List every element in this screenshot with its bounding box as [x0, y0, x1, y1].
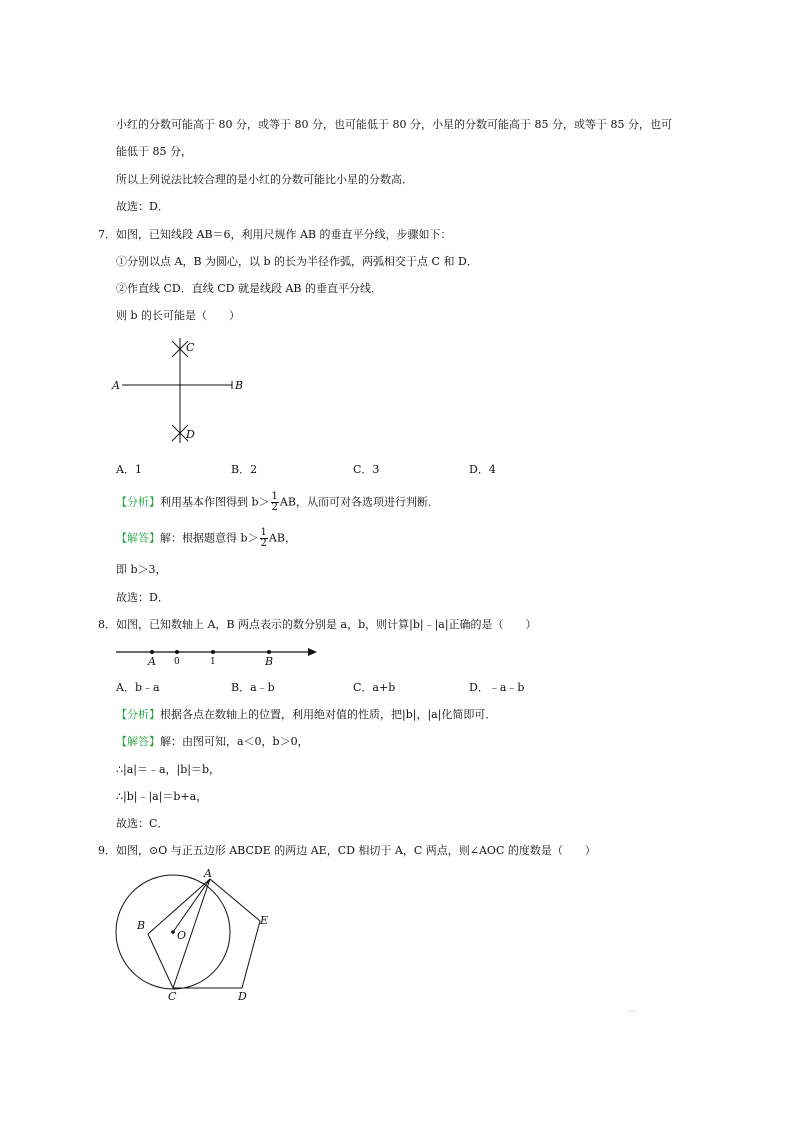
analysis-tag: 【分析】 [116, 708, 160, 721]
q8-solution: 【解答】解：由图可知，a＜0，b＞0， [116, 735, 309, 748]
label-d: D [238, 990, 247, 1003]
point-zero [175, 650, 179, 654]
q7-option-a: A．1 [116, 463, 142, 476]
label-a: A [204, 868, 212, 880]
segment-oa [173, 879, 210, 932]
label-a: A [148, 655, 156, 668]
label-zero: 0 [174, 657, 180, 667]
center-o [171, 930, 175, 934]
label-d: D [186, 428, 195, 441]
q8-option-c: C．a+b [353, 681, 396, 694]
label-c: C [186, 341, 195, 354]
q7-stem: 7．如图，已知线段 AB＝6，利用尺规作 AB 的垂直平分线，步骤如下： [98, 228, 452, 241]
point-one [211, 650, 215, 654]
q8-analysis: 【分析】根据各点在数轴上的位置，利用绝对值的性质，把|b|，|a|化简即可． [116, 708, 497, 721]
q7-ask: 则 b 的长可能是（ ） [116, 309, 241, 322]
q7-analysis: 【分析】利用基本作图得到 b＞ $\frac{1}{2}$ AB，从而可对各选项进行判断． [116, 491, 439, 513]
p6-line1: 小红的分数可能高于 80 分，或等于 80 分，也可能低于 80 分，小星的分数可能高于 85 分，或等于 85 分，也可 [116, 118, 672, 131]
q7-result: 即 b＞3， [116, 563, 167, 576]
q8-stem: 8．如图，已知数轴上 A，B 两点表示的数分别是 a，b，则计算|b|﹣|a|正确的是（ ） [98, 618, 537, 631]
q7-solution: 【解答】解：根据题意得 b＞ $\frac{1}{2}$ AB， [116, 527, 296, 549]
page-footer: … [628, 1005, 636, 1014]
solution-tag: 【解答】 [116, 531, 160, 545]
q8-option-a: A．b﹣a [116, 681, 160, 694]
q8-step2: ∴|b|﹣|a|＝b+a， [116, 790, 208, 803]
q7-step2: ②作直线 CD．直线 CD 就是线段 AB 的垂直平分线． [116, 282, 382, 295]
q9-figure [110, 868, 280, 1008]
p6-answer: 故选：D． [116, 200, 169, 213]
q8-option-d: D．﹣a﹣b [469, 681, 525, 694]
q8-number-line [110, 642, 325, 672]
q8-step1: ∴|a|＝﹣a，|b|＝b， [116, 763, 221, 776]
q7-answer: 故选：D． [116, 591, 169, 604]
analysis-tag: 【分析】 [116, 495, 160, 509]
label-b: B [265, 655, 274, 668]
point-b [267, 650, 271, 654]
q7-figure [110, 335, 260, 450]
label-c: C [168, 990, 177, 1003]
label-b: B [137, 919, 146, 932]
label-a: A [112, 379, 120, 392]
point-a [150, 650, 154, 654]
q8-option-b: B．a﹣b [231, 681, 275, 694]
fraction-half: $\frac{1}{2}$ [260, 527, 267, 549]
p6-line3: 所以上列说法比较合理的是小红的分数可能比小星的分数高． [116, 173, 413, 186]
solution-tag: 【解答】 [116, 735, 160, 748]
q8-answer: 故选：C． [116, 817, 169, 830]
q7-option-d: D．4 [469, 463, 496, 476]
label-o: O [177, 929, 187, 942]
p6-line2: 能低于 85 分， [116, 145, 192, 158]
arrow-head [308, 648, 317, 656]
fraction-half: $\frac{1}{2}$ [271, 491, 278, 513]
label-one: 1 [210, 657, 216, 667]
q7-option-b: B．2 [231, 463, 258, 476]
q7-option-c: C．3 [353, 463, 380, 476]
q9-stem: 9．如图，⊙O 与正五边形 ABCDE 的两边 AE，CD 相切于 A，C 两点，则∠AOC 的度数是（ ） [98, 844, 596, 857]
label-e: E [260, 914, 269, 927]
q7-step1: ①分别以点 A，B 为圆心，以 b 的长为半径作弧，两弧相交于点 C 和 D． [116, 255, 478, 268]
label-b: B [235, 379, 244, 392]
